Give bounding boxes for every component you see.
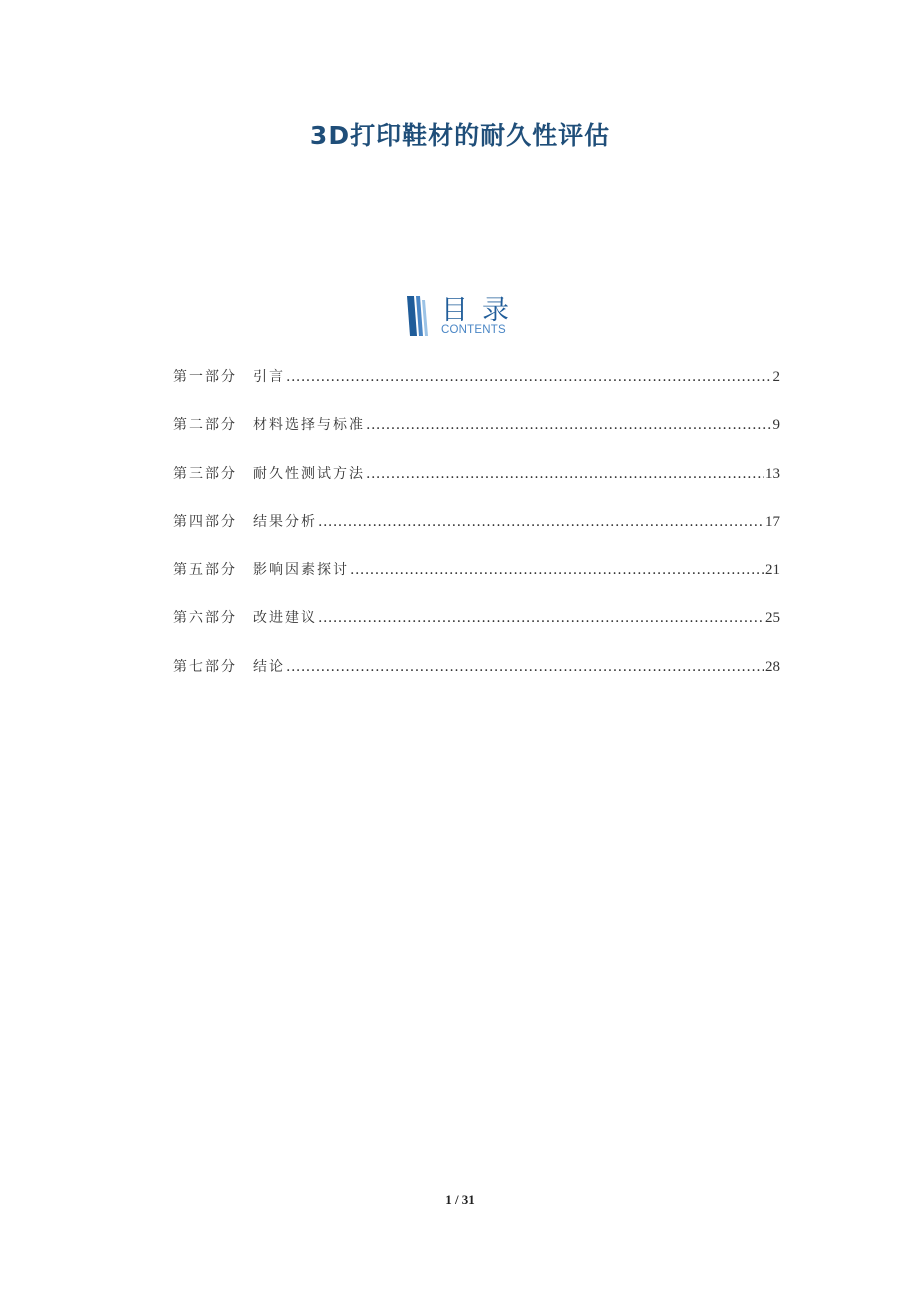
toc-leader-dots <box>286 659 764 675</box>
toc-entry-part: 第七部分 <box>173 658 237 675</box>
toc-entry[interactable] <box>173 607 780 655</box>
toc-entry-title: 影响因素探讨 <box>253 562 349 579</box>
toc-entry[interactable] <box>173 366 780 414</box>
toc-leader-dots <box>318 514 764 530</box>
toc-entry-title: 耐久性测试方法 <box>253 465 365 482</box>
toc-subheading: CONTENTS <box>441 324 506 336</box>
book-stripes-icon <box>405 294 431 338</box>
toc-entry-title: 结论 <box>253 658 285 675</box>
toc-entry-page: 13 <box>765 465 780 482</box>
toc-leader-dots <box>366 417 772 433</box>
toc-header <box>405 292 525 342</box>
toc-entry-part: 第三部分 <box>173 465 237 482</box>
toc-leader-dots <box>366 466 764 482</box>
toc-entry-page: 28 <box>765 658 780 675</box>
toc-entry-page: 9 <box>772 417 780 434</box>
toc-entry-title: 材料选择与标准 <box>253 417 365 434</box>
toc-entry[interactable] <box>173 559 780 607</box>
toc-entry[interactable] <box>173 414 780 462</box>
toc-entry-page: 21 <box>765 562 780 579</box>
toc-entry-page: 17 <box>765 513 780 530</box>
toc-entry-title: 引言 <box>253 369 285 385</box>
toc-leader-dots <box>350 562 764 578</box>
toc-entry-title: 改进建议 <box>253 610 317 627</box>
toc-entry[interactable] <box>173 463 780 511</box>
toc-heading: 目录 <box>441 295 523 326</box>
toc-entry-part: 第四部分 <box>173 513 237 530</box>
toc-entry-part: 第一部分 <box>173 369 237 385</box>
document-title: 3D打印鞋材的耐久性评估 <box>309 121 611 150</box>
toc-entry[interactable] <box>173 656 780 704</box>
toc-entry-part: 第五部分 <box>173 562 237 579</box>
toc-leader-dots <box>286 369 772 385</box>
toc-list <box>173 366 780 704</box>
toc-leader-dots <box>318 610 764 626</box>
toc-entry-part: 第六部分 <box>173 610 237 627</box>
toc-entry-title: 结果分析 <box>253 513 317 530</box>
page-number: 1 / 31 <box>445 1192 475 1207</box>
toc-entry-page: 2 <box>772 369 780 385</box>
toc-entry-part: 第二部分 <box>173 417 237 434</box>
toc-entry-page: 25 <box>765 610 780 627</box>
toc-entry[interactable] <box>173 511 780 559</box>
